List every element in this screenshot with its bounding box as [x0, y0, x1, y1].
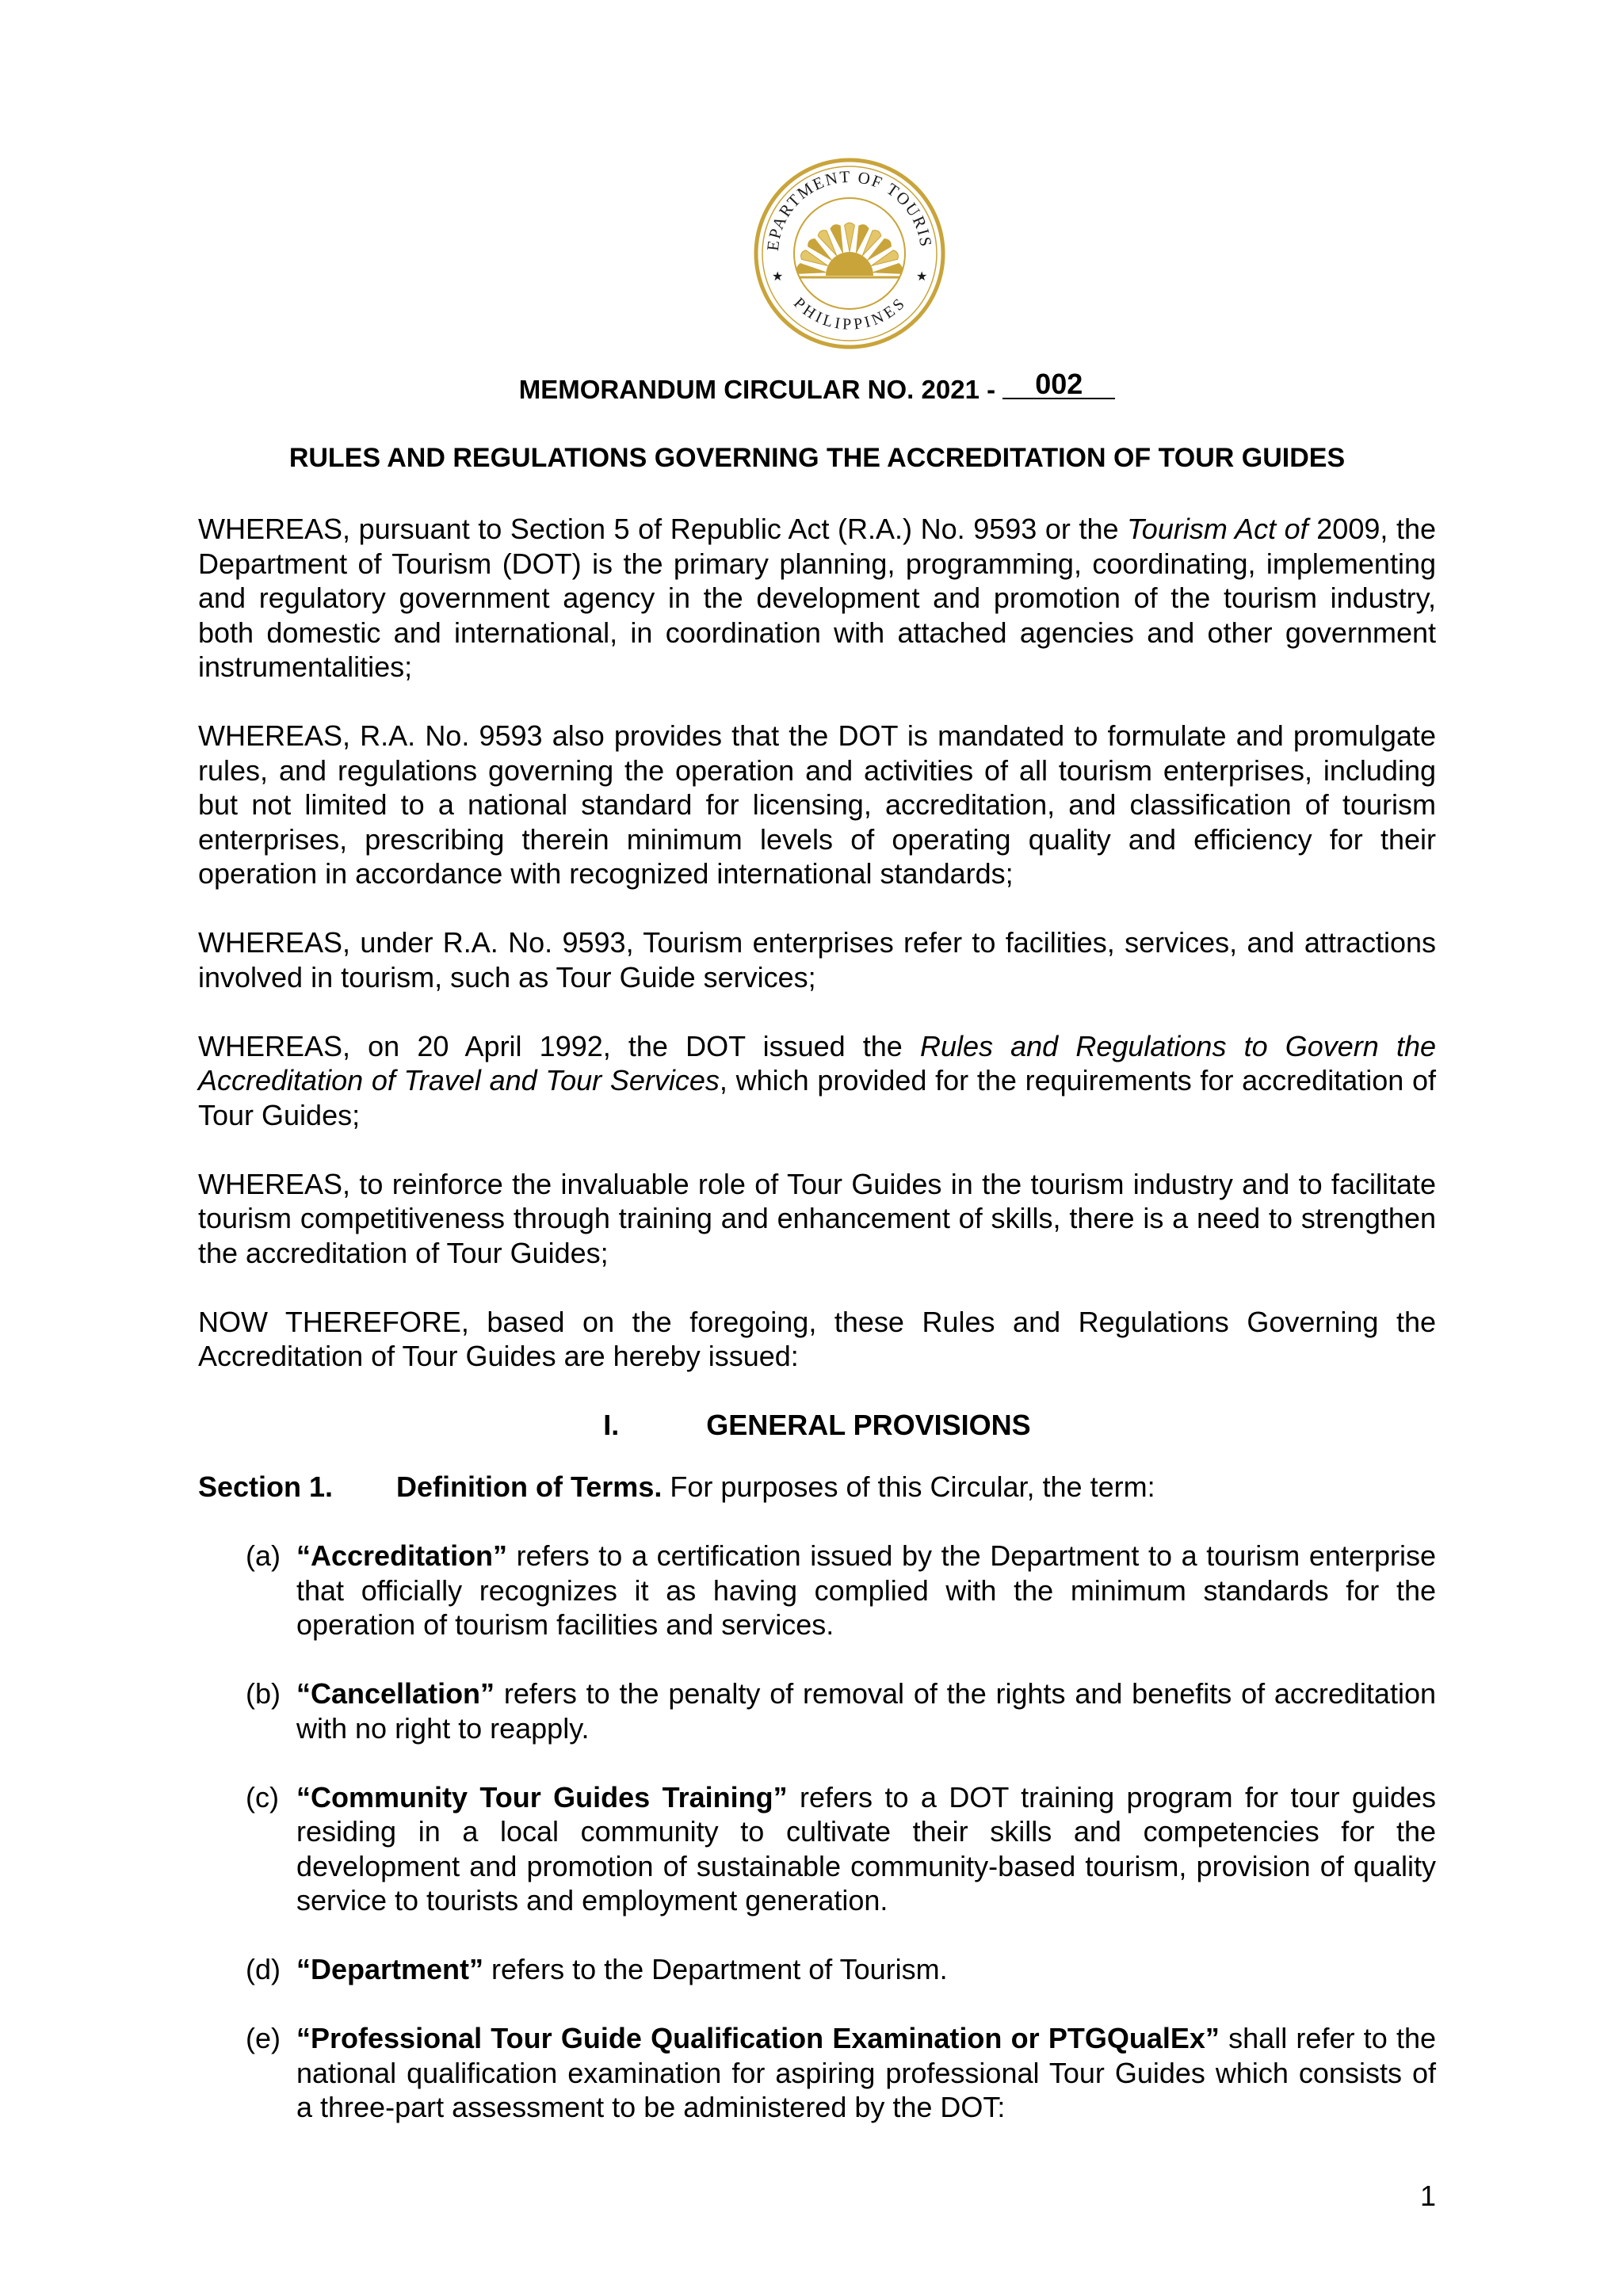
definition-term: “Accreditation”	[296, 1539, 508, 1572]
definition-item	[198, 1780, 1436, 1918]
general-provisions-title: GENERAL PROVISIONS	[706, 1409, 1031, 1441]
definition-item	[198, 1952, 1436, 1987]
definition-text: refers to a DOT training program for tour guides residing in a local community to cultivate their skills and competencies for the development and promotion of sustainable community-based tourism, provision of quality service to tourists and employment generation.	[296, 1780, 1436, 1917]
document-body	[198, 512, 1436, 2159]
definition-term: “Department”	[296, 1953, 484, 1985]
memo-number: 002	[1002, 371, 1115, 399]
definition-letter: (e)	[246, 2022, 281, 2054]
definition-text: refers to the Department of Tourism.	[483, 1953, 948, 1985]
whereas-paragraph-2: WHEREAS, R.A. No. 9593 also provides that the DOT is mandated to formulate and promulgate rules, and regulations governing the operation and activities of all tourism enterprises, including but not limited to a national standard for licensing, accreditation, and classification of tourism enterprises, prescribing therein minimum levels of operating quality and efficiency for their operation in accordance with recognized international standards;	[198, 719, 1436, 890]
seal-graphic	[753, 157, 946, 350]
definition-letter: (a)	[246, 1539, 281, 1572]
memo-title-prefix: MEMORANDUM CIRCULAR NO. 2021 -	[518, 375, 1003, 404]
whereas-1-text-a: WHEREAS, pursuant to Section 5 of Republic Act (R.A.) No. 9593 or the	[198, 513, 1128, 545]
general-provisions-heading	[198, 1408, 1436, 1443]
definition-item	[198, 2021, 1436, 2125]
general-provisions-number: I.	[603, 1409, 620, 1441]
definition-item	[198, 1676, 1436, 1745]
seal-star-right-icon: ★	[916, 270, 928, 284]
definition-term: “Community Tour Guides Training”	[296, 1780, 788, 1814]
document-heading: RULES AND REGULATIONS GOVERNING THE ACCREDITATION OF TOUR GUIDES	[288, 443, 1346, 473]
whereas-1-italic: Tourism Act of	[1127, 513, 1308, 545]
definition-letter: (c)	[246, 1780, 279, 1814]
whereas-4-italic: Rules and Regulations to Govern the Accreditation of Travel and Tour Services	[198, 1029, 1436, 1097]
definition-term: “Cancellation”	[296, 1677, 495, 1710]
dot-seal-logo	[753, 157, 946, 350]
seal-bottom-text: PHILIPPINES	[789, 294, 910, 334]
section-1-term: Definition of Terms.	[396, 1470, 663, 1503]
whereas-paragraph-1	[198, 512, 1436, 685]
definition-letter: (b)	[246, 1677, 281, 1710]
definition-letter: (d)	[246, 1953, 281, 1985]
page-number: 1	[1419, 2180, 1436, 2212]
seal-top-text: EPARTMENT OF TOURIS	[762, 166, 936, 252]
definition-term: “Professional Tour Guide Qualification Examination or PTGQualEx”	[296, 2022, 1220, 2054]
definitions-list	[198, 1539, 1436, 2125]
whereas-1-text-b: 2009, the Department of Tourism (DOT) is the primary planning, programming, coordinating, implementing and regulatory government agency in the development and promotion of the tourism industry, both domestic and international, in coordination with attached agencies and other government instrumentalities;	[198, 513, 1436, 683]
definition-item	[198, 1539, 1436, 1642]
section-1-line	[198, 1470, 1436, 1505]
definition-text: refers to the penalty of removal of the rights and benefits of accreditation with no right to reapply.	[296, 1677, 1436, 1745]
definition-text: refers to a certification issued by the Department to a tourism enterprise that officially recognizes it as having complied with the minimum standards for the operation of tourism facilities and services.	[296, 1539, 1436, 1641]
whereas-paragraph-5: WHEREAS, to reinforce the invaluable role of Tour Guides in the tourism industry and to facilitate tourism competitiveness through training and enhancement of skills, there is a need to strengthen the accreditation of Tour Guides;	[198, 1167, 1436, 1269]
section-1-text: For purposes of this Circular, the term:	[662, 1470, 1155, 1503]
memo-circular-title	[198, 368, 1436, 407]
whereas-4-text-a: WHEREAS, on 20 April 1992, the DOT issued the	[198, 1029, 920, 1062]
whereas-4-text-b: , which provided for the requirements for accreditation of Tour Guides;	[198, 1064, 1437, 1131]
document-page	[198, 0, 1436, 2296]
whereas-paragraph-4	[198, 1029, 1436, 1133]
whereas-paragraph-3: WHEREAS, under R.A. No. 9593, Tourism enterprises refer to facilities, services, and attractions involved in tourism, such as Tour Guide services;	[198, 926, 1436, 994]
section-1-label: Section 1.	[198, 1470, 334, 1503]
now-therefore-paragraph: NOW THEREFORE, based on the foregoing, these Rules and Regulations Governing the Accreditation of Tour Guides are hereby issued:	[198, 1305, 1436, 1372]
seal-star-left-icon: ★	[772, 270, 784, 284]
definition-text: shall refer to the national qualification examination for aspiring professional Tour Guides which consists of a three-part assessment to be administered by the DOT:	[296, 2022, 1436, 2123]
